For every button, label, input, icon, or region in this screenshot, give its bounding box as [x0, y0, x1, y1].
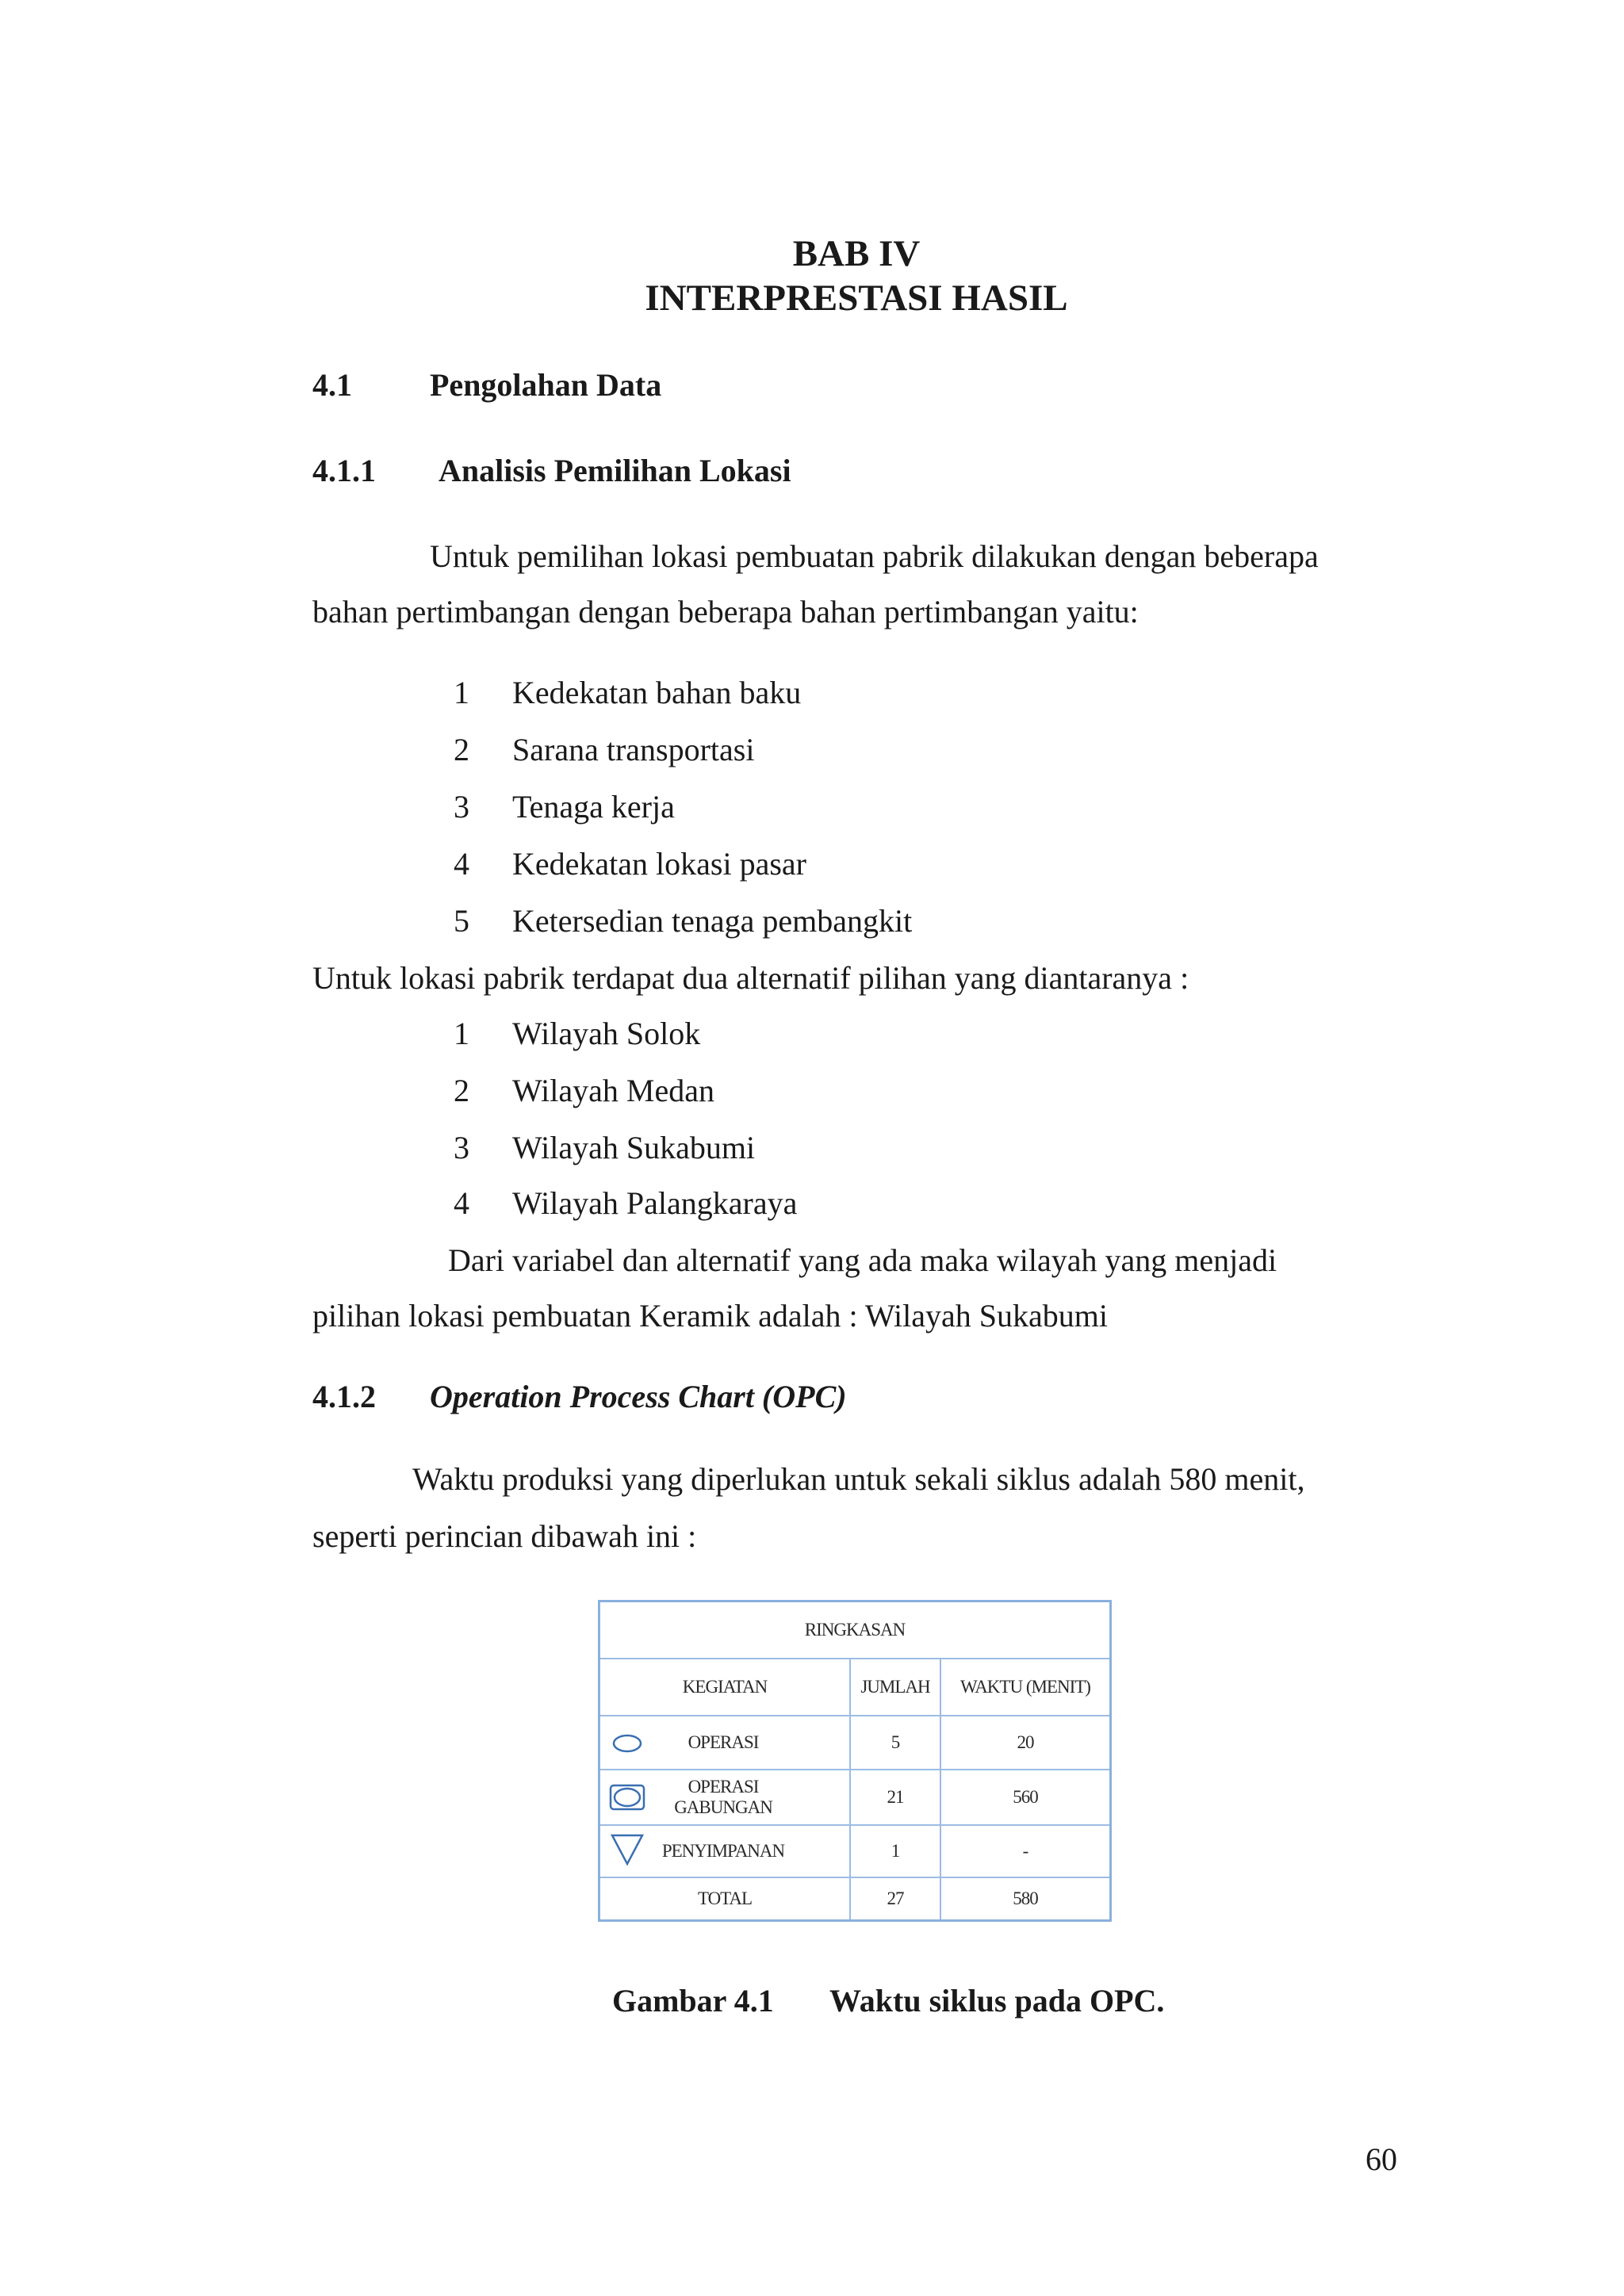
list-item-number: 3 [454, 1130, 469, 1165]
table-cell-activity-line-2: GABUNGAN [674, 1797, 772, 1817]
list-item: Ketersedian tenaga pembangkit [512, 903, 913, 939]
list-item-number: 1 [454, 675, 469, 710]
conclusion-line-2: pilihan lokasi pembuatan Keramik adalah : Wilayah Sukabumi [312, 1298, 1108, 1334]
table-cell-activity [648, 1770, 799, 1824]
list-item: Tenaga kerja [512, 789, 675, 825]
list-item: Wilayah Medan [512, 1073, 714, 1108]
table-cell-jumlah: 1 [891, 1841, 900, 1861]
list-item: Wilayah Solok [512, 1016, 701, 1051]
table-total-label: TOTAL [697, 1888, 753, 1908]
section-title-4-1-2: Operation Process Chart (OPC) [430, 1379, 847, 1414]
list-item: Wilayah Sukabumi [512, 1130, 756, 1165]
chapter-number: BAB IV [792, 233, 921, 274]
chapter-title: INTERPRESTASI HASIL [645, 277, 1068, 319]
list-item-number: 4 [454, 1185, 469, 1221]
list-item-number: 2 [454, 732, 469, 767]
section-title-4-1: Pengolahan Data [430, 367, 662, 403]
conclusion-line-1: Dari variabel dan alternatif yang ada maka wilayah yang menjadi [448, 1242, 1277, 1278]
section-number-4-1: 4.1 [312, 367, 352, 403]
table-cell-jumlah: 21 [887, 1787, 904, 1807]
table-cell-waktu: - [1022, 1841, 1028, 1861]
ellipse-icon [611, 1732, 643, 1755]
table-cell-activity: OPERASI [688, 1732, 759, 1752]
triangle-down-icon [610, 1832, 645, 1867]
paragraph-intro-line-1: Untuk pemilihan lokasi pembuatan pabrik dilakukan dengan beberapa [430, 538, 1319, 574]
table-cell-jumlah: 5 [891, 1732, 900, 1752]
summary-table [598, 1600, 1112, 1922]
section-number-4-1-1: 4.1.1 [312, 453, 376, 488]
table-title: RINGKASAN [804, 1620, 906, 1640]
table-total-waktu: 580 [1013, 1888, 1038, 1908]
list-item-number: 2 [454, 1073, 469, 1108]
table-cell-activity-line-1: OPERASI [688, 1777, 759, 1797]
list-item: Wilayah Palangkaraya [512, 1185, 798, 1221]
table-header-kegiatan: KEGIATAN [682, 1677, 768, 1697]
table-total-jumlah: 27 [887, 1888, 904, 1908]
paragraph-intro-line-2: bahan pertimbangan dengan beberapa bahan pertimbangan yaitu: [312, 594, 1139, 629]
rounded-rect-circle-icon [608, 1783, 646, 1812]
page-number: 60 [1365, 2141, 1397, 2177]
alternatives-intro: Untuk lokasi pabrik terdapat dua alternatif pilihan yang diantaranya : [312, 960, 1189, 996]
table-cell-activity: PENYIMPANAN [661, 1841, 785, 1861]
figure-caption-label: Gambar 4.1 [612, 1983, 774, 2019]
list-item: Kedekatan bahan baku [512, 675, 802, 710]
figure-caption-text: Waktu siklus pada OPC. [829, 1983, 1165, 2019]
table-header-waktu: WAKTU (MENIT) [960, 1677, 1090, 1697]
list-item-number: 1 [454, 1016, 469, 1051]
table-cell-waktu: 560 [1013, 1787, 1038, 1807]
list-item-number: 3 [454, 789, 469, 825]
list-item-number: 5 [454, 903, 469, 939]
section-number-4-1-2: 4.1.2 [312, 1379, 376, 1414]
table-header-jumlah: JUMLAH [860, 1677, 930, 1697]
list-item: Kedekatan lokasi pasar [512, 846, 806, 882]
opc-intro-line-2: seperti perincian dibawah ini : [312, 1518, 697, 1554]
list-item-number: 4 [454, 846, 469, 882]
table-cell-waktu: 20 [1017, 1732, 1034, 1752]
section-title-4-1-1: Analisis Pemilihan Lokasi [439, 453, 791, 488]
list-item: Sarana transportasi [512, 732, 755, 767]
opc-intro-line-1: Waktu produksi yang diperlukan untuk sekali siklus adalah 580 menit, [412, 1461, 1305, 1497]
